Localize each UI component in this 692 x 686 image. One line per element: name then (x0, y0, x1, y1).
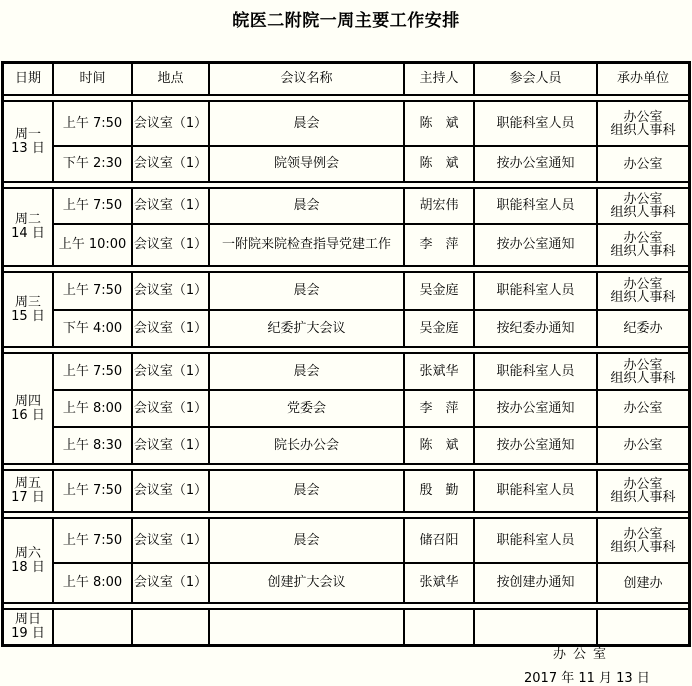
attendees-cell: 按办公室通知 (474, 224, 597, 266)
host-cell: 储召阳 (404, 518, 474, 563)
attendees-cell: 按纪委办通知 (474, 310, 597, 347)
organizer-cell: 办公室 组织人事科 (597, 188, 689, 224)
host-cell: 李 萍 (404, 224, 474, 266)
attendees-cell: 按创建办通知 (474, 563, 597, 603)
header-row (3, 63, 689, 95)
place-cell: 会议室（1） (132, 518, 209, 563)
table-row (3, 146, 689, 182)
attendees-cell: 按办公室通知 (474, 390, 597, 427)
organizer-cell (597, 609, 689, 645)
organizer-cell: 办公室 组织人事科 (597, 101, 689, 146)
attendees-cell: 职能科室人员 (474, 188, 597, 224)
place-cell: 会议室（1） (132, 470, 209, 512)
host-cell: 陈 斌 (404, 146, 474, 182)
meeting-name-cell: 晨会 (209, 272, 404, 310)
attendees-cell (474, 609, 597, 645)
page-title: 皖医二附院一周主要工作安排 (232, 11, 460, 31)
meeting-name-cell: 院长办公会 (209, 427, 404, 464)
table-row (3, 101, 689, 146)
organizer-cell: 创建办 (597, 563, 689, 603)
host-cell: 陈 斌 (404, 101, 474, 146)
footer-date: 2017 年 11 月 13 日 (524, 671, 650, 686)
time-cell: 上午 7:50 (53, 188, 132, 224)
host-cell: 张斌华 (404, 563, 474, 603)
attendees-cell: 职能科室人员 (474, 470, 597, 512)
header-time: 时间 (53, 63, 132, 95)
organizer-cell: 办公室 (597, 427, 689, 464)
table-row (3, 353, 689, 390)
header-organizer: 承办单位 (597, 63, 689, 95)
place-cell: 会议室（1） (132, 224, 209, 266)
day-cell: 周五 17 日 (3, 470, 53, 512)
host-cell: 李 萍 (404, 390, 474, 427)
place-cell: 会议室（1） (132, 146, 209, 182)
place-cell: 会议室（1） (132, 563, 209, 603)
header-host: 主持人 (404, 63, 474, 95)
meeting-name-cell: 晨会 (209, 353, 404, 390)
organizer-cell: 办公室 组织人事科 (597, 353, 689, 390)
place-cell: 会议室（1） (132, 310, 209, 347)
time-cell: 上午 7:50 (53, 353, 132, 390)
meeting-name-cell (209, 609, 404, 645)
day-cell: 周三 15 日 (3, 272, 53, 347)
attendees-cell: 职能科室人员 (474, 518, 597, 563)
header-meeting-name: 会议名称 (209, 63, 404, 95)
place-cell: 会议室（1） (132, 390, 209, 427)
organizer-cell: 办公室 组织人事科 (597, 224, 689, 266)
table-row (3, 272, 689, 310)
attendees-cell: 按办公室通知 (474, 146, 597, 182)
day-cell: 周四 16 日 (3, 353, 53, 464)
time-cell: 上午 8:00 (53, 390, 132, 427)
place-cell: 会议室（1） (132, 353, 209, 390)
meeting-name-cell: 创建扩大会议 (209, 563, 404, 603)
meeting-name-cell: 纪委扩大会议 (209, 310, 404, 347)
schedule-table (1, 61, 691, 647)
host-cell: 吴金庭 (404, 310, 474, 347)
organizer-cell: 办公室 (597, 146, 689, 182)
time-cell: 上午 8:00 (53, 563, 132, 603)
day-cell: 周一 13 日 (3, 101, 53, 182)
table-row (3, 188, 689, 224)
time-cell: 下午 4:00 (53, 310, 132, 347)
table-row (3, 224, 689, 266)
time-cell: 上午 10:00 (53, 224, 132, 266)
header-place: 地点 (132, 63, 209, 95)
organizer-cell: 办公室 组织人事科 (597, 470, 689, 512)
meeting-name-cell: 晨会 (209, 470, 404, 512)
host-cell: 胡宏伟 (404, 188, 474, 224)
header-date: 日期 (3, 63, 53, 95)
place-cell: 会议室（1） (132, 101, 209, 146)
footer-office: 办公室 (553, 647, 614, 662)
host-cell (404, 609, 474, 645)
header-attendees: 参会人员 (474, 63, 597, 95)
host-cell: 吴金庭 (404, 272, 474, 310)
attendees-cell: 按办公室通知 (474, 427, 597, 464)
time-cell: 上午 7:50 (53, 272, 132, 310)
time-cell: 上午 7:50 (53, 518, 132, 563)
table-row (3, 310, 689, 347)
table-row (3, 427, 689, 464)
meeting-name-cell: 晨会 (209, 101, 404, 146)
place-cell: 会议室（1） (132, 188, 209, 224)
attendees-cell: 职能科室人员 (474, 101, 597, 146)
meeting-name-cell: 党委会 (209, 390, 404, 427)
host-cell: 陈 斌 (404, 427, 474, 464)
attendees-cell: 职能科室人员 (474, 353, 597, 390)
attendees-cell: 职能科室人员 (474, 272, 597, 310)
place-cell: 会议室（1） (132, 272, 209, 310)
organizer-cell: 办公室 组织人事科 (597, 518, 689, 563)
day-cell: 周二 14 日 (3, 188, 53, 266)
schedule-body (3, 95, 689, 645)
table-row (3, 563, 689, 603)
host-cell: 张斌华 (404, 353, 474, 390)
day-cell: 周日 19 日 (3, 609, 53, 645)
day-cell: 周六 18 日 (3, 518, 53, 603)
table-row (3, 609, 689, 645)
time-cell: 上午 7:50 (53, 101, 132, 146)
host-cell: 殷 勤 (404, 470, 474, 512)
table-row (3, 470, 689, 512)
time-cell: 下午 2:30 (53, 146, 132, 182)
place-cell: 会议室（1） (132, 427, 209, 464)
place-cell (132, 609, 209, 645)
meeting-name-cell: 晨会 (209, 518, 404, 563)
organizer-cell: 纪委办 (597, 310, 689, 347)
time-cell: 上午 7:50 (53, 470, 132, 512)
meeting-name-cell: 一附院来院检查指导党建工作 (209, 224, 404, 266)
table-row (3, 518, 689, 563)
time-cell (53, 609, 132, 645)
organizer-cell: 办公室 (597, 390, 689, 427)
meeting-name-cell: 晨会 (209, 188, 404, 224)
organizer-cell: 办公室 组织人事科 (597, 272, 689, 310)
meeting-name-cell: 院领导例会 (209, 146, 404, 182)
time-cell: 上午 8:30 (53, 427, 132, 464)
table-row (3, 390, 689, 427)
